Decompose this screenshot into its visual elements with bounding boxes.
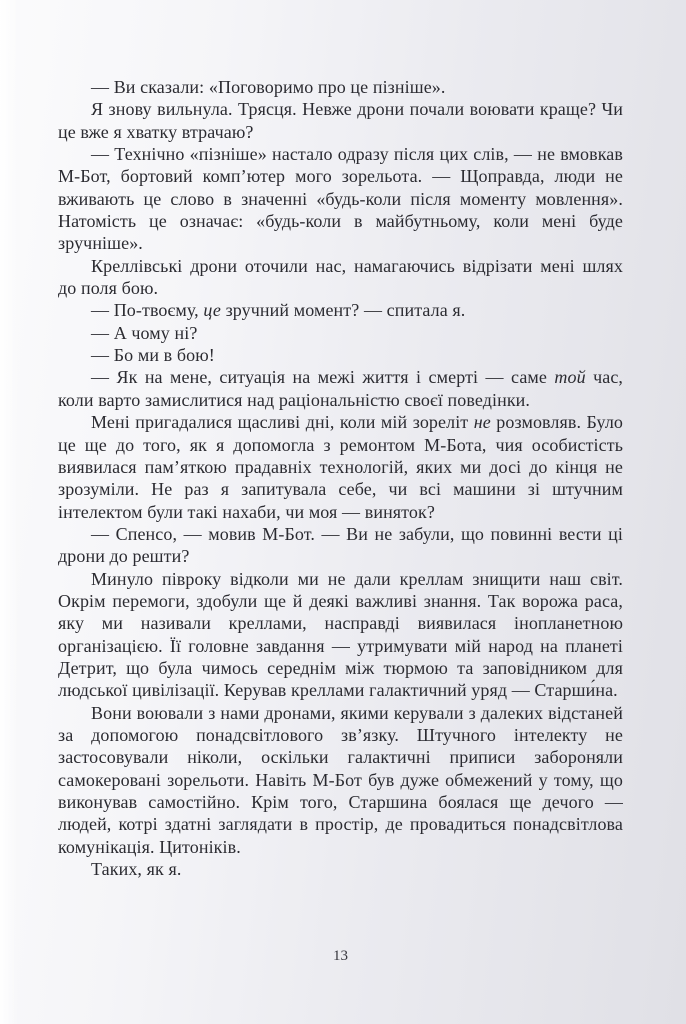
paragraph: — По-твоєму, це зручний момент? — спитала я.: [91, 300, 466, 321]
paragraph: Таких, як я.: [91, 859, 182, 880]
page-edge-highlight: [0, 0, 18, 1024]
italic-text: не: [473, 412, 491, 433]
paragraph: — Технічно «пізніше» настало одразу після цих слів, — не вмовкав М-Бот, бортовий комп’ютер мого зорельота. — Щоправда, люди не вживають це слово в значенні «будь-коли після моменту мовлення». Натомість це означає: «будь-коли в майбутньому, коли мені буде зручніше».: [58, 144, 623, 254]
book-page-text-block: [58, 76, 623, 880]
paragraph: — А чому ні?: [91, 322, 198, 343]
paragraph: Вони воювали з нами дронами, якими керували з далеких відстаней за допомогою понадсвітлового зв’язку. Штучного інтелекту не застосовували ніколи, оскільки галактичні приписи забороняли самокеровані зорельоти. Навіть М-Бот був дуже обмежений у тому, що виконував самостійно. Крім того, Старшина боялася ще дечого — людей, котрі здатні заглядати в простір, де провадиться понадсвітлова комунікація. Цитоніків.: [58, 702, 623, 857]
italic-text: це: [203, 300, 221, 321]
italic-text: той: [554, 367, 586, 388]
paragraph: — Бо ми в бою!: [91, 345, 215, 366]
paragraph: — Ви сказали: «Поговоримо про це пізніше».: [91, 77, 446, 97]
page-number: 13: [333, 948, 348, 964]
paragraph: Минуло півроку відколи ми не дали креллам знищити наш світ. Окрім перемоги, здобули ще й деякі важливі знання. Так ворожа раса, яку ми називали креллами, насправді виявилася інопланетною організацією. Її головне завдання — утримувати мій народ на планеті Детрит, що була чимось середнім між тюрмою та заповідником для людської цивілізації. Керував креллами галактичний уряд — Старши́на.: [58, 568, 623, 701]
paragraph: Мені пригадалися щасливі дні, коли мій зореліт не розмовляв. Було це ще до того, як я допомогла з ремонтом М-Бота, чия особистість виявилася пам’яткою прадавніх технологій, яких ми досі до кінця не зрозуміли. Не раз я запитувала себе, чи всі машини зі штучним інтелектом були такі нахаби, чи моя — виняток?: [58, 412, 623, 522]
paragraph: — Як на мене, ситуація на межі життя і смерті — саме той час, коли варто замислитися над раціональністю своєї поведінки.: [58, 367, 624, 410]
paragraph: Я знову вильнула. Трясця. Невже дрони почали воювати краще? Чи це вже я хватку втрачаю?: [58, 99, 623, 142]
paragraph: — Спенсо, — мовив М-Бот. — Ви не забули, що повинні вести ці дрони до решти?: [58, 523, 623, 567]
paragraph: Креллівські дрони оточили нас, намагаючись відрізати мені шлях до поля бою.: [58, 255, 623, 299]
